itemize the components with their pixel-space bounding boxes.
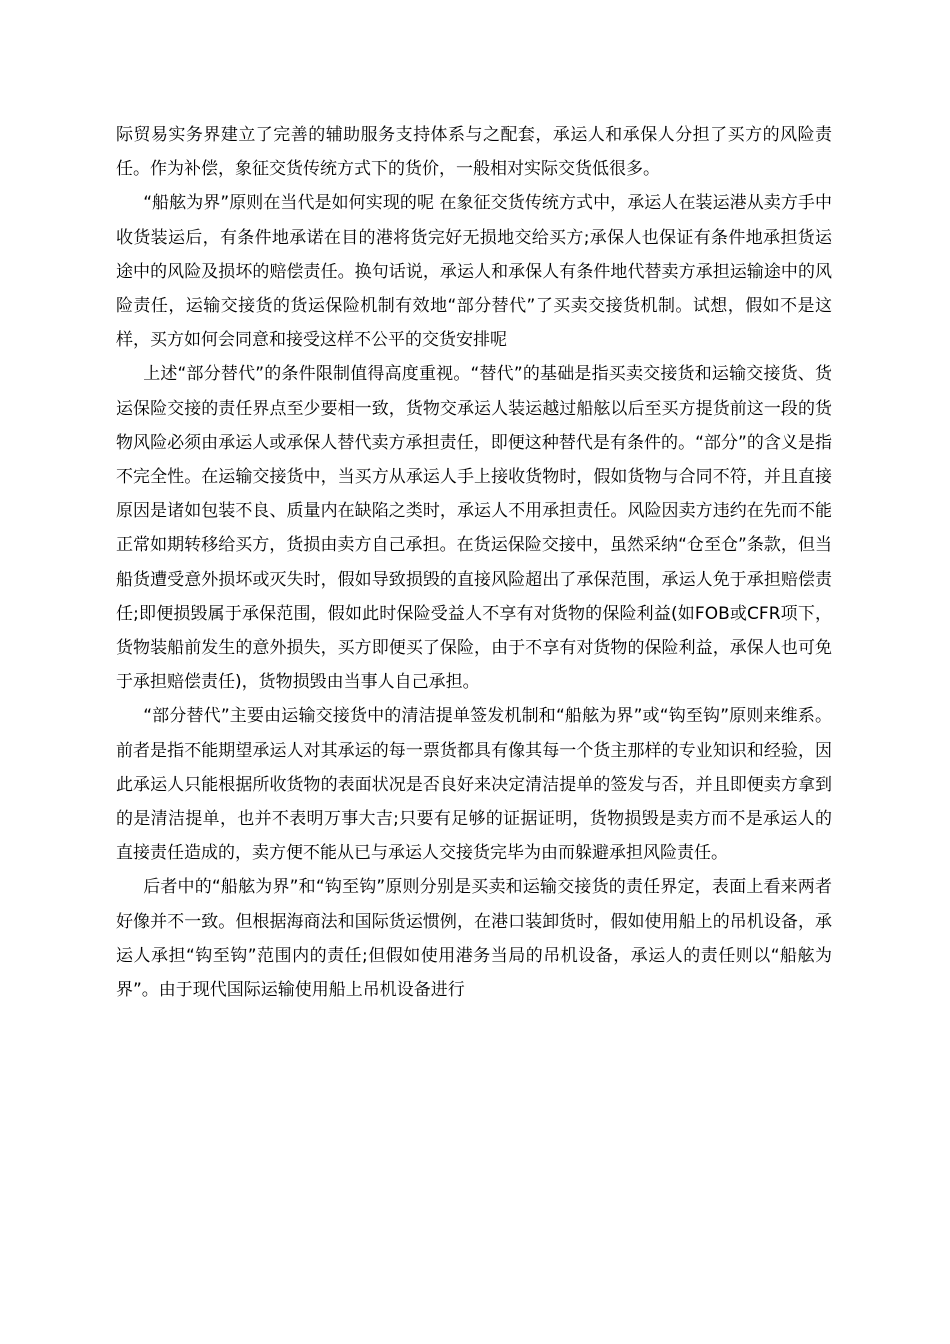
paragraph-2: “船舷为界”原则在当代是如何实现的呢 在象征交货传统方式中，承运人在装运港从卖方手中收货装运后，有条件地承诺在目的港将货完好无损地交给买方;承保人也保证有条件地承担货运途中的风险及损坏的赔偿责任。换句话说，承运人和承保人有条件地代替卖方承担运输途中的风险责任，运输交接货的货运保险机制有效地“部分替代”了买卖交接货机制。试想，假如不是这样，买方如何会同意和接受这样不公平的交货安排呢 xyxy=(116,193,832,351)
paragraph-4: “部分替代”主要由运输交接货中的清洁提单签发机制和“船舷为界”或“钩至钩”原则来维系。前者是指不能期望承运人对其承运的每一票货都具有像其每一个货主那样的专业知识和经验，因此承运人只能根据所收货物的表面状况是否良好来决定清洁提单的签发与否，并且即便卖方拿到的是清洁提单，也并不表明万事大吉;只要有足够的证据证明，货物损毁是卖方而不是承运人的直接责任造成的，卖方便不能从已与承运人交接货完毕为由而躲避承担风险责任。 xyxy=(116,706,832,864)
paragraph-5: 后者中的“船舷为界”和“钩至钩”原则分别是买卖和运输交接货的责任界定，表面上看来两者好像并不一致。但根据海商法和国际货运惯例，在港口装卸货时，假如使用船上的吊机设备，承运人承担“钩至钩”范围内的责任;但假如使用港务当局的吊机设备，承运人的责任则以“船舷为界”。由于现代国际运输使用船上吊机设备进行 xyxy=(116,877,832,1001)
paragraph-3: 上述“部分替代”的条件限制值得高度重视。“替代”的基础是指买卖交接货和运输交接货、货运保险交接的责任界点至少要相一致，货物交承运人装运越过船舷以后至买方提货前这一段的货物风险必须由承运人或承保人替代卖方承担责任，即便这种替代是有条件的。“部分”的含义是指不完全性。在运输交接货中，当买方从承运人手上接收货物时，假如货物与合同不符，并且直接原因是诸如包装不良、质量内在缺陷之类时，承运人不用承担责任。风险因卖方违约在先而不能正常如期转移给买方，货损由卖方自己承担。在货运保险交接中，虽然采纳“仓至仓”条款，但当船货遭受意外损坏或灭失时，假如导致损毁的直接风险超出了承保范围，承运人免于承担赔偿责任;即便损毁属于承保范围，假如此时保险受益人不享有对货物的保险利益(如FOB或CFR项下，货物装船前发生的意外损失，买方即便买了保险，由于不享有对货物的保险利益，承保人也可免于承担赔偿责任)，货物损毁由当事人自己承担。 xyxy=(116,364,832,693)
paragraph-1: 际贸易实务界建立了完善的辅助服务支持体系与之配套，承运人和承保人分担了买方的风险责任。作为补偿，象征交货传统方式下的货价，一般相对实际交货低很多。 xyxy=(116,125,832,180)
